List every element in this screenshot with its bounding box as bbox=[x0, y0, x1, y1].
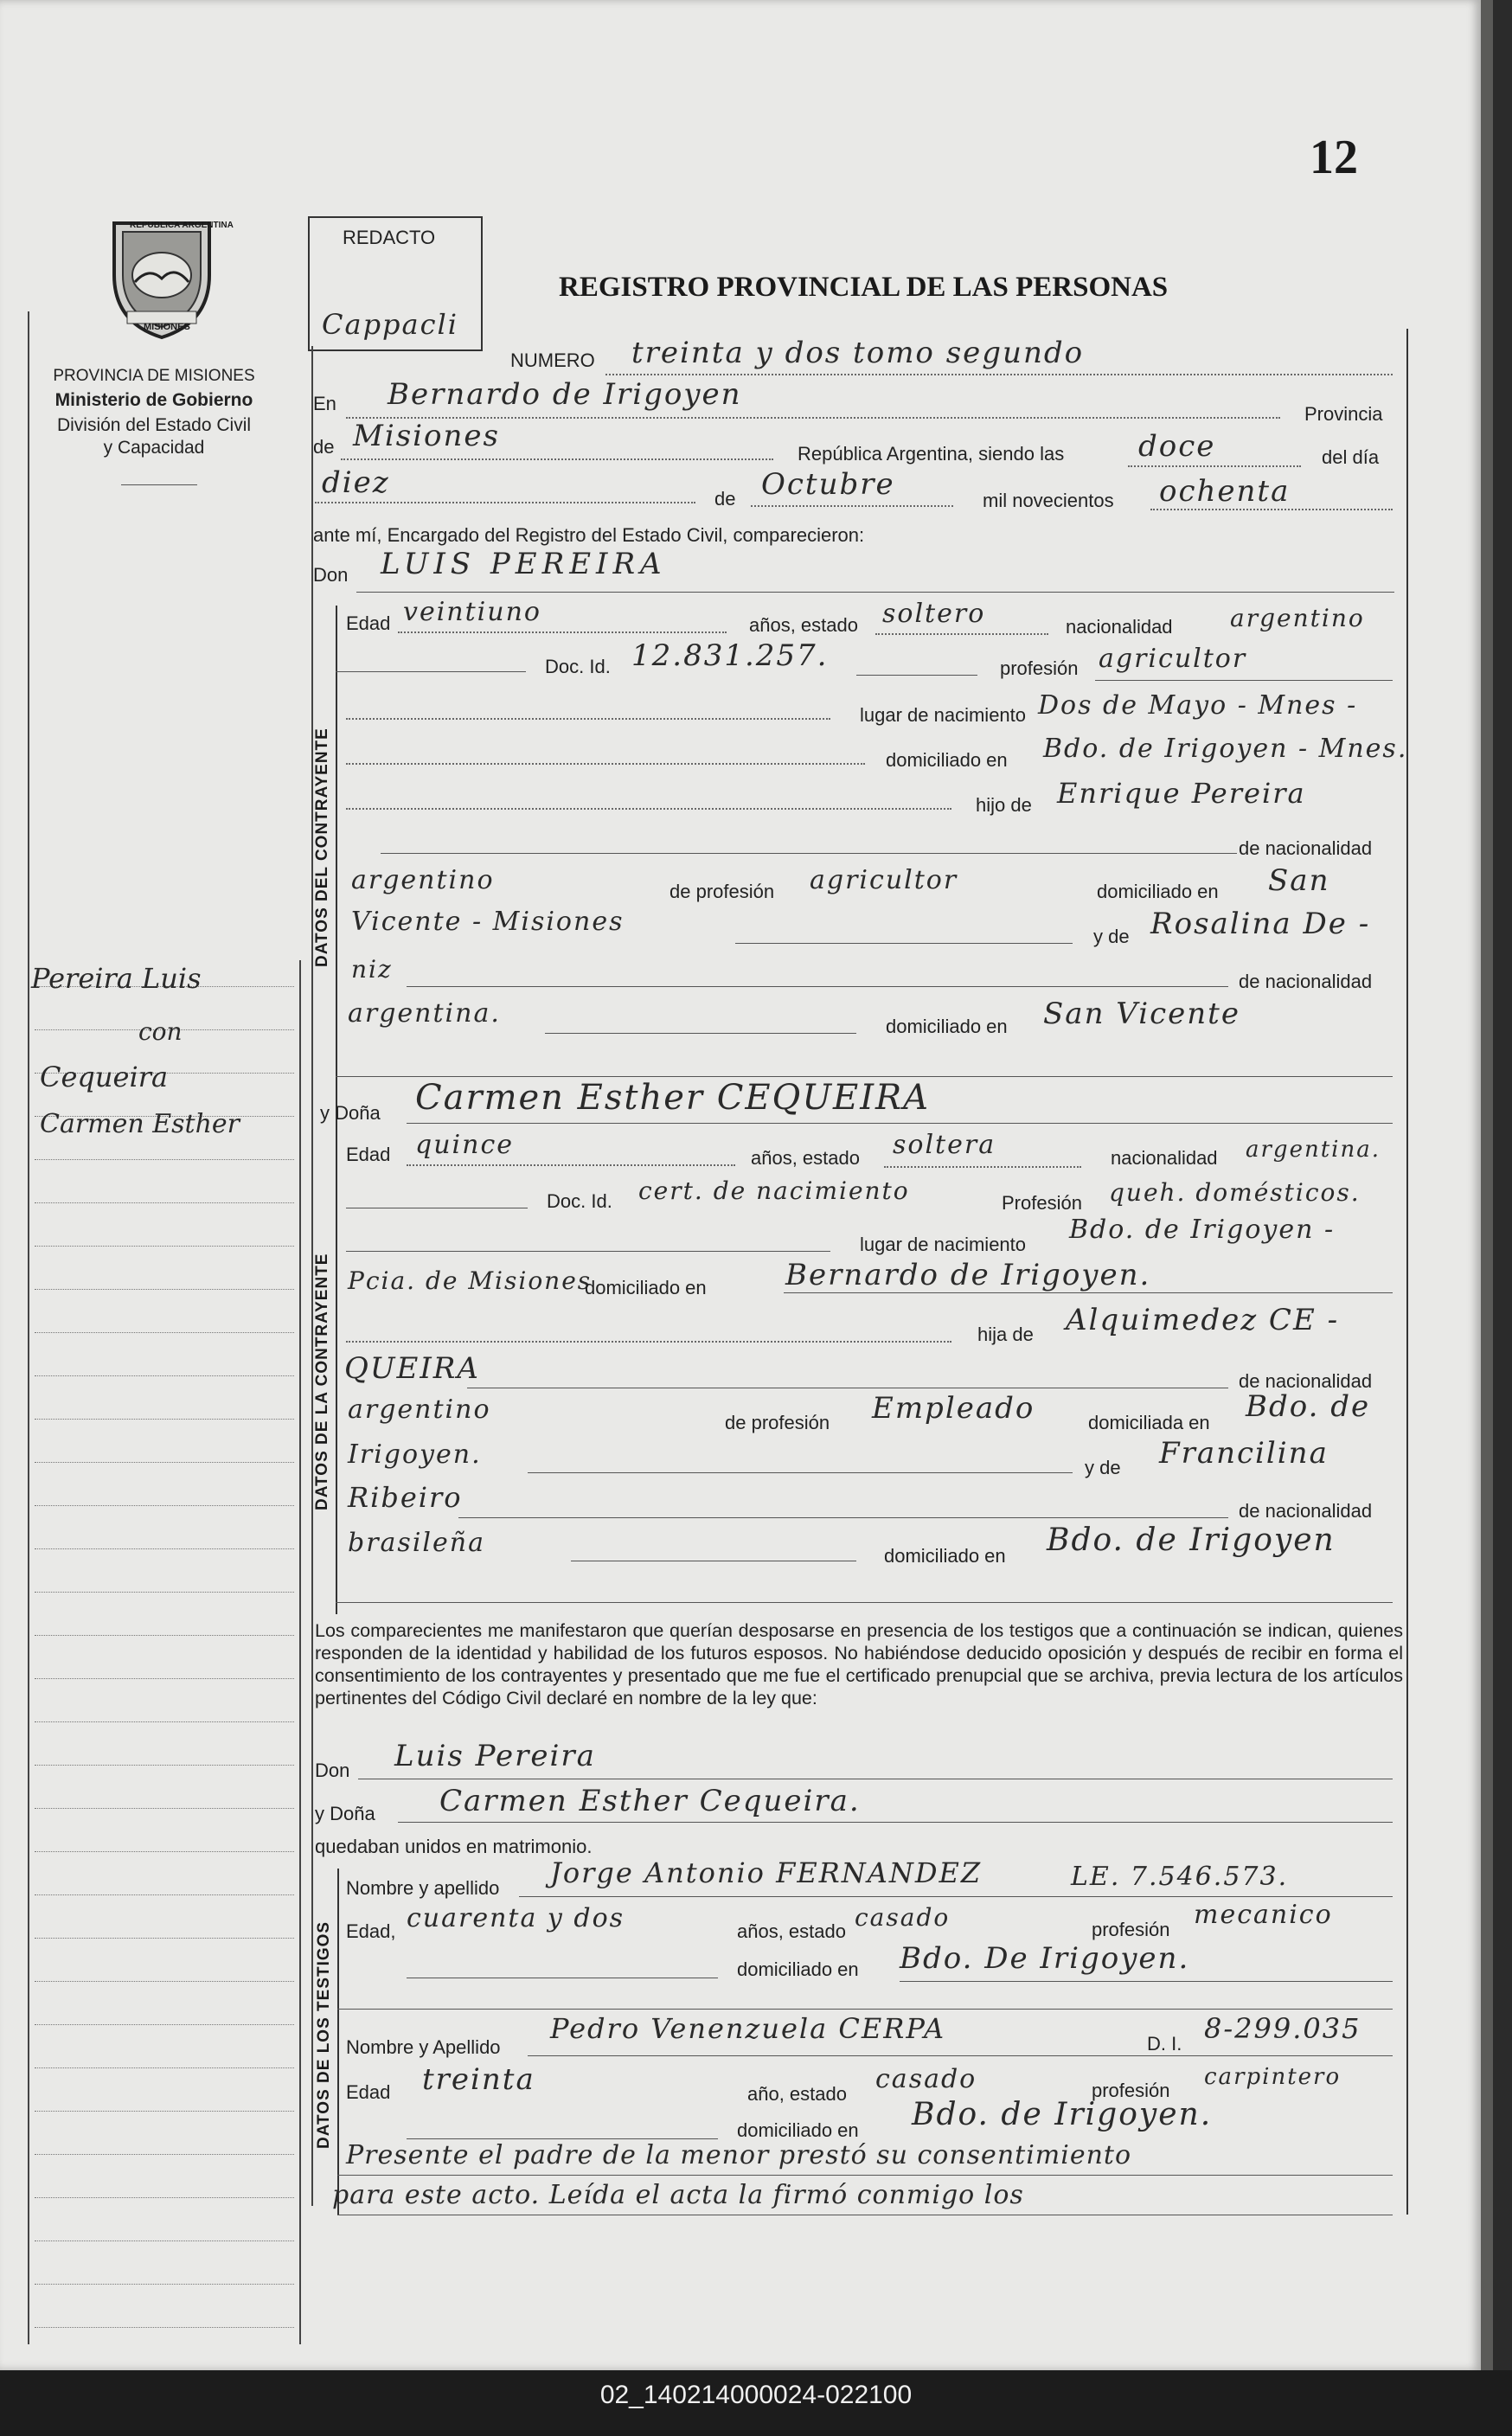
section-rule-3 bbox=[337, 1869, 339, 2215]
margin-dotted-line bbox=[35, 1678, 294, 1679]
page-number: 12 bbox=[1310, 131, 1358, 184]
f-lugar-1: Bdo. de Irigoyen - bbox=[1069, 1215, 1336, 1245]
margin-note-line-4: Carmen Esther bbox=[40, 1109, 240, 1139]
main-right-rule bbox=[1406, 329, 1408, 2215]
f-madre-1: Francilina bbox=[1159, 1436, 1329, 1471]
seal-top-text: REPUBLICA ARGENTINA bbox=[130, 221, 234, 230]
decl-don-value: Luis Pereira bbox=[394, 1739, 596, 1773]
margin-dotted-line bbox=[35, 1246, 294, 1247]
f-edad-line bbox=[407, 1164, 735, 1166]
decl-dona-value: Carmen Esther Cequeira. bbox=[439, 1784, 861, 1818]
decl-dona-line bbox=[398, 1822, 1393, 1823]
f-dom-line bbox=[784, 1292, 1393, 1293]
margin-dotted-line bbox=[35, 2024, 294, 2025]
c-dom-label: domiciliado en bbox=[886, 749, 1008, 771]
c-prof-line bbox=[1095, 680, 1393, 681]
f-lugar-label: lugar de nacimiento bbox=[860, 1234, 1027, 1255]
c-doc-rule bbox=[336, 671, 526, 672]
f-padre-prof: Empleado bbox=[872, 1391, 1035, 1426]
t1-dom-line bbox=[900, 1981, 1393, 1982]
t2-edad-label: Edad bbox=[346, 2081, 391, 2103]
c-madre-dom-label: domiciliado en bbox=[886, 1016, 1008, 1037]
f-madre-line bbox=[458, 1517, 1228, 1518]
f-estado-line bbox=[884, 1166, 1081, 1168]
margin-note-line-3: Cequeira bbox=[40, 1061, 169, 1093]
f-padre-2: QUEIRA bbox=[344, 1351, 480, 1386]
f-padre-dom-2: Irigoyen. bbox=[348, 1439, 482, 1470]
f-lugar-line bbox=[346, 1251, 830, 1252]
provincia-label: Provincia bbox=[1304, 403, 1383, 425]
c-madre-nac-label: de nacionalidad bbox=[1239, 971, 1373, 992]
t2-nombre-line bbox=[528, 2055, 1393, 2056]
f-madre-2: Ribeiro bbox=[348, 1481, 463, 1514]
en-value: Bernardo de Irigoyen bbox=[388, 377, 742, 412]
t1-nombre: Jorge Antonio FERNANDEZ bbox=[550, 1856, 983, 1889]
don-line bbox=[356, 592, 1394, 593]
c-madre-2: niz bbox=[351, 955, 393, 984]
t2-anios-label: año, estado bbox=[747, 2083, 847, 2105]
f-padre-1: Alquimedez CE - bbox=[1066, 1303, 1340, 1337]
c-dom-line bbox=[346, 763, 865, 765]
republica-label: República Argentina, siendo las bbox=[798, 443, 1065, 465]
c-estado-line bbox=[875, 633, 1048, 635]
t1-edad-label: Edad, bbox=[346, 1920, 396, 1942]
margin-dotted-line bbox=[35, 1721, 294, 1722]
en-label: En bbox=[313, 393, 336, 414]
f-padre-nac: argentino bbox=[348, 1394, 491, 1425]
c-lugar-line bbox=[346, 718, 830, 720]
c-padre-line bbox=[381, 853, 1237, 854]
f-dom: Bernardo de Irigoyen. bbox=[785, 1258, 1151, 1292]
hora-value: doce bbox=[1138, 429, 1216, 464]
ante-text: ante mí, Encargado del Registro del Estado Civil, comparecieron: bbox=[313, 524, 865, 546]
dona-label: y Doña bbox=[320, 1102, 381, 1124]
division-label-1: División del Estado Civil bbox=[56, 415, 252, 435]
t1-nombre-label: Nombre y apellido bbox=[346, 1877, 500, 1899]
section-rule-2 bbox=[336, 1130, 337, 1614]
c-doc: 12.831.257. bbox=[631, 638, 829, 673]
numero-line bbox=[605, 374, 1393, 375]
redacto-box bbox=[308, 216, 483, 351]
margin-dotted-line bbox=[35, 1289, 294, 1290]
c-edad: veintiuno bbox=[403, 597, 541, 627]
margin-dotted-line bbox=[35, 1851, 294, 1852]
c-padre-nac: argentino bbox=[351, 865, 495, 895]
t1-prof: mecanico bbox=[1194, 1900, 1333, 1930]
de-line bbox=[341, 458, 773, 460]
del-dia-label: del día bbox=[1322, 446, 1380, 468]
seal-bottom-text: MISIONES bbox=[144, 322, 190, 332]
hora-line bbox=[1128, 465, 1301, 467]
don-label: Don bbox=[313, 564, 349, 586]
c-hijo-label: hijo de bbox=[976, 794, 1032, 816]
margin-dotted-line bbox=[35, 2240, 294, 2241]
page-title: REGISTRO PROVINCIAL DE LAS PERSONAS bbox=[559, 272, 1169, 303]
mil-label: mil novecientos bbox=[983, 490, 1114, 511]
c-madre-line bbox=[407, 986, 1228, 987]
t1-dom: Bdo. De Irigoyen. bbox=[900, 1941, 1190, 1976]
f-hija-line bbox=[346, 1341, 951, 1343]
t-divider bbox=[337, 2009, 1393, 2010]
t2-dom: Bdo. de Irigoyen. bbox=[912, 2097, 1213, 2132]
c-padre-dom-1: San bbox=[1268, 863, 1330, 898]
t1-doc: LE. 7.546.573. bbox=[1071, 1862, 1289, 1892]
de2-label: de bbox=[714, 488, 736, 510]
province-label: PROVINCIA DE MISIONES bbox=[53, 367, 255, 385]
mes-value: Octubre bbox=[761, 467, 895, 502]
f-hija-label: hija de bbox=[977, 1324, 1034, 1345]
t1-nombre-line bbox=[519, 1896, 1393, 1897]
margin-dotted-line bbox=[35, 1548, 294, 1549]
margin-dotted-line bbox=[35, 1202, 294, 1203]
margin-right-rule bbox=[299, 960, 301, 2344]
margin-dotted-line bbox=[35, 2067, 294, 2068]
divider bbox=[121, 484, 197, 485]
f-padre-dom-line bbox=[528, 1472, 1073, 1473]
redacto-value: Cappacli bbox=[322, 308, 458, 341]
mes-line bbox=[751, 505, 953, 507]
c-padre-prof: agricultor bbox=[810, 865, 958, 895]
f-estado: soltera bbox=[893, 1130, 996, 1160]
c-edad-line bbox=[398, 631, 727, 633]
margin-dotted-line bbox=[35, 1419, 294, 1420]
de-label: de bbox=[313, 436, 335, 458]
t1-anios-label: años, estado bbox=[737, 1920, 846, 1942]
margin-dotted-line bbox=[35, 2111, 294, 2112]
c-y-de-label: y de bbox=[1093, 926, 1130, 947]
numero-label: NUMERO bbox=[510, 349, 595, 371]
scan-id-label: 02_140214000024-022100 bbox=[599, 2381, 913, 2409]
dia-line bbox=[315, 502, 695, 503]
t2-nombre-label: Nombre y Apellido bbox=[346, 2036, 501, 2058]
testigos-section-label: DATOS DE LOS TESTIGOS bbox=[315, 1920, 333, 2149]
c-madre-1: Rosalina De - bbox=[1150, 907, 1371, 941]
margin-dotted-line bbox=[35, 1808, 294, 1809]
f-madre-nac-label: de nacionalidad bbox=[1239, 1500, 1373, 1522]
f-lugar-2: Pcia. de Misiones bbox=[348, 1266, 593, 1295]
f-padre-dom-label: domiciliada en bbox=[1088, 1412, 1210, 1433]
contrayente-name: LUIS PEREIRA bbox=[381, 547, 667, 581]
c-doc-label: Doc. Id. bbox=[545, 656, 611, 677]
c-madre-nac-line bbox=[545, 1033, 856, 1034]
margin-dotted-line bbox=[35, 2197, 294, 2198]
f-dom-label: domiciliado en bbox=[585, 1277, 707, 1298]
t2-dom-rule bbox=[407, 2138, 718, 2139]
note-line-2: para este acto. Leída el acta la firmó conmigo los bbox=[332, 2180, 1024, 2210]
margin-dotted-line bbox=[35, 1462, 294, 1463]
de-value: Misiones bbox=[353, 419, 500, 453]
margin-note-line-1: Pereira Luis bbox=[31, 962, 202, 995]
note-rule-1 bbox=[337, 2175, 1393, 2176]
c-estado: soltero bbox=[882, 599, 986, 629]
t1-estado: casado bbox=[855, 1903, 951, 1932]
decl-don-label: Don bbox=[315, 1760, 350, 1781]
margin-dotted-line bbox=[35, 1332, 294, 1333]
f-madre-nac: brasileña bbox=[348, 1528, 485, 1558]
ministry-label: Ministerio de Gobierno bbox=[54, 390, 253, 410]
t2-estado: casado bbox=[875, 2064, 977, 2094]
c-lugar: Dos de Mayo - Mnes - bbox=[1038, 690, 1358, 721]
t2-nombre: Pedro Venenzuela CERPA bbox=[550, 2012, 946, 2045]
t1-dom-label: domiciliado en bbox=[737, 1958, 859, 1980]
f-doc-label: Doc. Id. bbox=[547, 1190, 612, 1212]
anio-value: ochenta bbox=[1159, 474, 1291, 509]
c-padre-dom-2: Vicente - Misiones bbox=[351, 907, 625, 937]
t2-doc-label: D. I. bbox=[1147, 2033, 1182, 2055]
c-padre-dom-line bbox=[735, 943, 1073, 944]
c-madre-nac: argentina. bbox=[348, 998, 501, 1029]
c-lugar-label: lugar de nacimiento bbox=[860, 704, 1027, 726]
dona-line bbox=[407, 1123, 1393, 1124]
decl-dona-label: y Doña bbox=[315, 1803, 375, 1824]
margin-left-rule bbox=[28, 311, 29, 2344]
f-madre-dom-label: domiciliado en bbox=[884, 1545, 1006, 1567]
margin-dotted-line bbox=[35, 1894, 294, 1895]
margin-dotted-line bbox=[35, 1635, 294, 1636]
f-madre-dom: Bdo. de Irigoyen bbox=[1047, 1522, 1336, 1558]
f-padre-dom-1: Bdo. de bbox=[1246, 1389, 1371, 1424]
f-padre-prof-label: de profesión bbox=[725, 1412, 830, 1433]
c-anios-label: años, estado bbox=[749, 614, 858, 636]
contrayenta-section-label: DATOS DE LA CONTRAYENTE bbox=[313, 1253, 331, 1510]
margin-dotted-line bbox=[35, 2327, 294, 2328]
c-prof-label: profesión bbox=[1000, 657, 1079, 679]
margin-dotted-line bbox=[35, 2154, 294, 2155]
numero-value: treinta y dos tomo segundo bbox=[631, 336, 1085, 370]
f-padre-nac-label: de nacionalidad bbox=[1239, 1370, 1373, 1392]
c-prof: agricultor bbox=[1099, 644, 1247, 674]
margin-dotted-line bbox=[35, 1938, 294, 1939]
c-doc-line bbox=[856, 675, 977, 676]
c-hijo-line bbox=[346, 808, 951, 810]
c-nac-label: nacionalidad bbox=[1066, 616, 1173, 638]
division-label-2: y Capacidad bbox=[103, 438, 205, 458]
c-dom: Bdo. de Irigoyen - Mnes. bbox=[1043, 734, 1408, 764]
t1-prof-label: profesión bbox=[1092, 1919, 1170, 1940]
f-doc: cert. de nacimiento bbox=[638, 1176, 910, 1205]
f-nac: argentina. bbox=[1246, 1137, 1381, 1163]
c-padre: Enrique Pereira bbox=[1057, 777, 1306, 810]
f-anios-label: años, estado bbox=[751, 1147, 860, 1169]
anio-line bbox=[1150, 509, 1393, 510]
margin-dotted-line bbox=[35, 1159, 294, 1160]
margin-dotted-line bbox=[35, 2284, 294, 2285]
f-y-de-label: y de bbox=[1085, 1457, 1121, 1478]
c-end-line bbox=[336, 1076, 1393, 1077]
c-padre-prof-label: de profesión bbox=[670, 881, 775, 902]
margin-note-line-2: con bbox=[138, 1017, 183, 1046]
t1-edad: cuarenta y dos bbox=[407, 1903, 625, 1933]
t2-dom-label: domiciliado en bbox=[737, 2119, 859, 2141]
margin-dotted-line bbox=[35, 1592, 294, 1593]
f-prof-label: Profesión bbox=[1002, 1192, 1082, 1214]
t2-edad: treinta bbox=[422, 2062, 535, 2097]
contrayente-section-label: DATOS DEL CONTRAYENTE bbox=[313, 728, 331, 967]
declaration-text: Los comparecientes me manifestaron que querían desposarse en presencia de los testigos que a continuación se indican, quienes responden de la identidad y habilidad de los futuros esposos. No habiéndose deducido oposición y después de recibir en forma el consentimiento de los contrayentes y presentado que me fue el certificado prenupcial que se archiva, previa lectura de los artículos pertinentes del Código Civil declaré en nombre de la ley que: bbox=[315, 1620, 1403, 1708]
margin-dotted-line bbox=[35, 1765, 294, 1766]
t2-doc: 8-299.035 bbox=[1204, 2012, 1361, 2045]
contrayenta-name: Carmen Esther CEQUEIRA bbox=[415, 1078, 931, 1118]
c-padre-nac-label: de nacionalidad bbox=[1239, 837, 1373, 859]
redacto-label: REDACTO bbox=[343, 227, 436, 248]
dia-value: diez bbox=[322, 465, 390, 500]
t2-prof: carpintero bbox=[1204, 2064, 1342, 2090]
c-madre-dom: San Vicente bbox=[1043, 997, 1240, 1031]
f-edad: quince bbox=[415, 1130, 514, 1160]
note-line-1: Presente el padre de la menor prestó su consentimiento bbox=[346, 2140, 1132, 2170]
margin-dotted-line bbox=[35, 1981, 294, 1982]
f-prof: queh. domésticos. bbox=[1109, 1178, 1361, 1207]
f-nac-label: nacionalidad bbox=[1111, 1147, 1218, 1169]
margin-dotted-line bbox=[35, 1375, 294, 1376]
c-nac: argentino bbox=[1230, 604, 1365, 632]
unidos-text: quedaban unidos en matrimonio. bbox=[315, 1836, 593, 1857]
f-end-line bbox=[336, 1602, 1393, 1603]
c-padre-dom-label: domiciliado en bbox=[1097, 881, 1219, 902]
f-edad-label: Edad bbox=[346, 1144, 391, 1165]
t2-prof-label: profesión bbox=[1092, 2080, 1170, 2101]
margin-dotted-line bbox=[35, 1505, 294, 1506]
c-edad-label: Edad bbox=[346, 612, 391, 634]
